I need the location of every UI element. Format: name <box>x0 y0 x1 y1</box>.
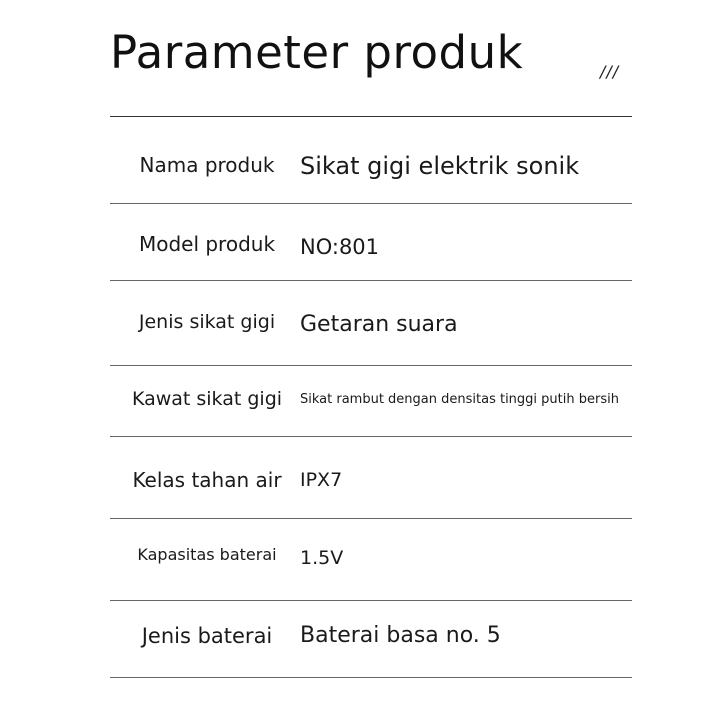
row-label: Nama produk <box>139 153 275 177</box>
page-title: Parameter produk <box>110 26 524 79</box>
table-row <box>110 437 632 518</box>
row-label: Kapasitas baterai <box>137 545 277 564</box>
row-label: Jenis sikat gigi <box>138 311 276 333</box>
row-label: Kawat sikat gigi <box>131 388 283 410</box>
table-row <box>110 366 632 436</box>
row-value: IPX7 <box>300 469 343 491</box>
table-row <box>110 281 632 365</box>
row-value: Sikat rambut dengan densitas tinggi putih bersih <box>300 392 619 407</box>
row-value: Sikat gigi elektrik sonik <box>300 152 580 180</box>
row-label: Model produk <box>138 232 276 256</box>
row-value: Baterai basa no. 5 <box>300 623 501 648</box>
table-row <box>110 204 632 280</box>
table-row <box>110 117 632 203</box>
divider <box>110 677 632 678</box>
decoration-slashes: /// <box>600 62 620 81</box>
row-value: NO:801 <box>300 235 380 259</box>
row-label: Kelas tahan air <box>132 468 282 492</box>
row-value: Getaran suara <box>300 312 458 337</box>
row-label: Jenis baterai <box>141 624 273 648</box>
table-row <box>110 519 632 600</box>
table-row <box>110 601 632 677</box>
row-value: 1.5V <box>300 547 344 569</box>
